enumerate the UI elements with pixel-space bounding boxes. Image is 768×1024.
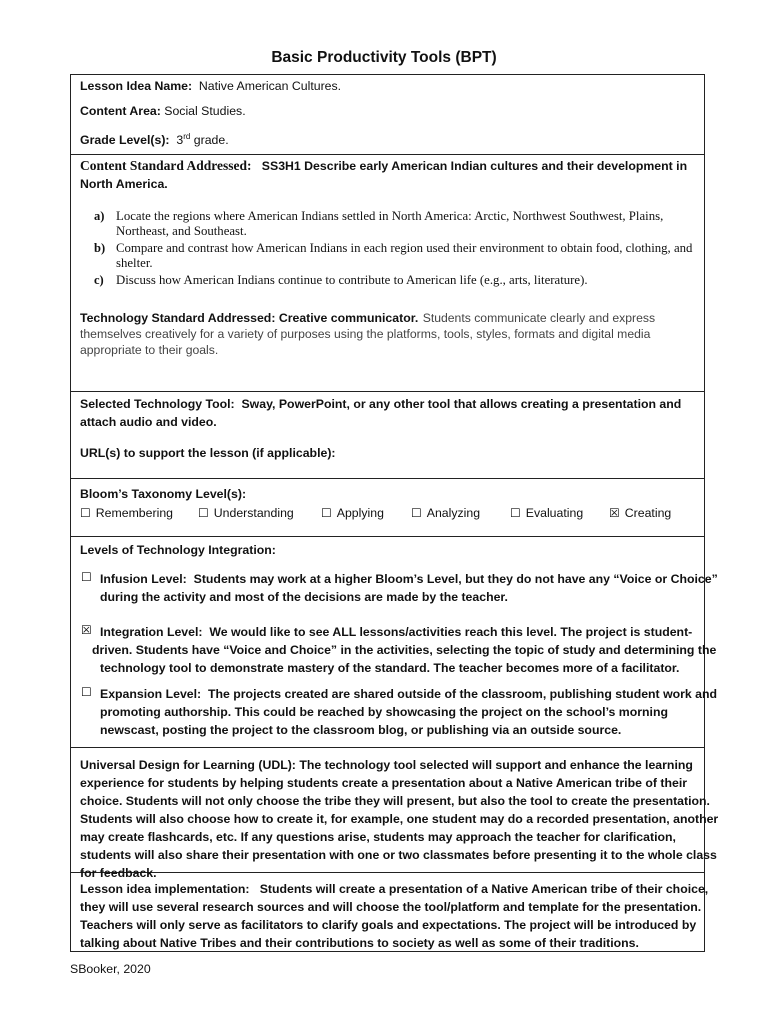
grade-level-value [176,133,228,147]
level-line2: driven. Students have “Voice and Choice” in the activities, selecting the topic of study and determining the [92,643,717,657]
item-marker: b) [94,241,106,255]
tech-standard-line1 [80,309,655,327]
tech-tool-value: Sway, PowerPoint, or any other tool that allows creating a presentation and [241,397,682,411]
tech-tool-label: Selected Technology Tool: [80,397,235,411]
lesson-name [80,77,341,95]
content-area-label: Content Area: [80,104,161,118]
impl-line-3: talking about Native Tribes and their contributions to society as well as some of their traditions. [80,936,639,950]
standards-row [71,155,704,392]
checkbox-icon[interactable]: ☐ [321,506,332,520]
integration-line1 [100,623,705,641]
bloom-option-label: Evaluating [525,506,584,520]
tech-tool-value-2: attach audio and video. [80,415,217,429]
item-marker: c) [94,273,104,287]
level-line1: The projects created are shared outside of the classroom, publishing student work and [207,687,718,701]
bloom-label: Bloom’s Taxonomy Level(s): [80,487,247,501]
grade-tail: grade. [193,133,229,148]
bloom-creating[interactable] [609,506,671,520]
bloom-option-label: Understanding [213,506,294,520]
infusion-line1 [100,570,718,588]
level-line1: Students may work at a higher Bloom’s Level, but they do not have any “Voice or Choice” [193,572,718,586]
udl-line-2: choice. Students will not only choose the tribe they will present, but also the tool to create the presentation. [80,794,710,808]
checkbox-icon[interactable]: ☐ [411,506,422,520]
impl-line-0 [80,880,709,898]
udl-line-6: for feedback. [80,866,157,880]
grade-level-label: Grade Level(s): [80,133,170,148]
udl-line-0 [80,756,702,774]
udl-line-5: students will also share their presentation with one or two classmates before presenting it to the whole class [80,848,717,862]
item-text: Discuss how American Indians continue to contribute to American life (e.g., arts, literature). [116,273,588,287]
level-line2: during the activity and most of the decisions are made by the teacher. [100,590,508,604]
tech-tool [80,395,681,413]
lesson-info-row [71,75,704,155]
level-name: Integration Level: [100,625,203,639]
level-line1: We would like to see ALL lessons/activities reach this level. The project is student- [209,625,693,639]
lesson-name-label: Lesson Idea Name: [80,79,193,93]
checked-checkbox-icon[interactable]: ☒ [609,506,620,520]
bloom-understanding[interactable] [198,506,294,520]
checked-checkbox-icon[interactable]: ☒ [81,623,92,637]
level-name: Infusion Level: [100,572,187,586]
bloom-option-label: Analyzing [426,506,481,520]
impl-line-2: Teachers will only serve as facilitators to clarify goals and expectations. The project will be introduced by [80,918,697,932]
tech-standard-text-2: themselves creatively for a variety of purposes using the platforms, tools, styles, formats and digital media [80,327,651,341]
udl-line-1: experience for students by helping students create a presentation about a Native American tribe of their [80,776,688,790]
level-line3: newscast, posting the project to the classroom blog, or publishing via an outside source. [100,723,622,737]
tech-tool-row [71,392,704,479]
checkbox-icon[interactable]: ☐ [81,685,92,699]
bloom-option-label: Applying [336,506,384,520]
footer-credit: SBooker, 2020 [70,962,151,976]
bloom-remembering[interactable] [80,506,173,520]
integration-text [92,623,717,677]
infusion-text [100,570,718,606]
lesson-name-value: Native American Cultures. [198,79,342,93]
implementation-text [80,880,709,952]
checkbox-icon[interactable]: ☐ [80,506,91,520]
bloom-evaluating[interactable] [510,506,583,520]
content-area [80,102,246,120]
url-label: URL(s) to support the lesson (if applicable): [80,446,336,460]
item-text: Locate the regions where American Indians settled in North America: Arctic, Northwest Southwest, Plains, Northeast, and Southeast. [116,209,664,238]
tech-standard-label: Technology Standard Addressed: Creative communicator. [80,311,419,325]
content-area-value: Social Studies. [164,104,246,118]
impl-line-text: Students will create a presentation of a Native American tribe of their choice, [259,882,709,896]
checkbox-icon[interactable]: ☐ [198,506,209,520]
impl-line-1: they will use several research sources and will choose the tool/platform and template for the presentation. [80,900,702,914]
item-marker: a) [94,209,105,223]
content-standard-text-2: North America. [80,177,168,191]
item-text: Compare and contrast how American Indians in each region used their environment to obtain food, clothing, and shelter. [116,241,693,270]
level-name: Expansion Level: [100,687,202,701]
infusion-level [72,570,718,610]
level-line3: technology tool to demonstrate mastery of the standard. The teacher becomes more of a facilitator. [100,661,680,675]
checkbox-icon[interactable]: ☐ [510,506,521,520]
expansion-line1 [100,685,718,703]
grade-level [80,128,229,149]
expansion-level [72,685,718,741]
bloom-option-label: Creating [624,506,672,520]
integration-level [72,623,717,679]
checkbox-icon[interactable]: ☐ [81,570,92,584]
udl-text [80,756,719,882]
tech-standard-text-3: appropriate to their goals. [80,343,219,357]
tech-standard-text: Students communicate clearly and express [422,311,656,325]
expansion-text [100,685,718,739]
bloom-option-label: Remembering [95,506,173,520]
udl-line-4: may create flashcards, etc. If any questions arise, students may approach the teacher for clarification, [80,830,676,844]
content-standard-text: SS3H1 Describe early American Indian cultures and their development in [261,159,688,173]
grade-number: 3 [176,133,184,148]
udl-line-text: The technology tool selected will support and enhance the learning [299,758,693,772]
bloom-analyzing[interactable] [411,506,480,520]
content-standard-line1 [80,157,687,175]
implementation-label: Lesson idea implementation: [80,882,250,896]
udl-label: Universal Design for Learning (UDL): [80,758,296,772]
grade-suffix: rd [183,132,191,141]
level-line2: promoting authorship. This could be reached by showcasing the project on the school’s morning [100,705,668,719]
page-title: Basic Productivity Tools (BPT) [271,49,497,66]
udl-line-3: Students will also choose how to create it, for example, one student may do a recorded presentation, another [80,812,719,826]
bloom-applying[interactable] [321,506,384,520]
content-standard-label: Content Standard Addressed: [80,158,252,173]
integration-label: Levels of Technology Integration: [80,543,276,557]
